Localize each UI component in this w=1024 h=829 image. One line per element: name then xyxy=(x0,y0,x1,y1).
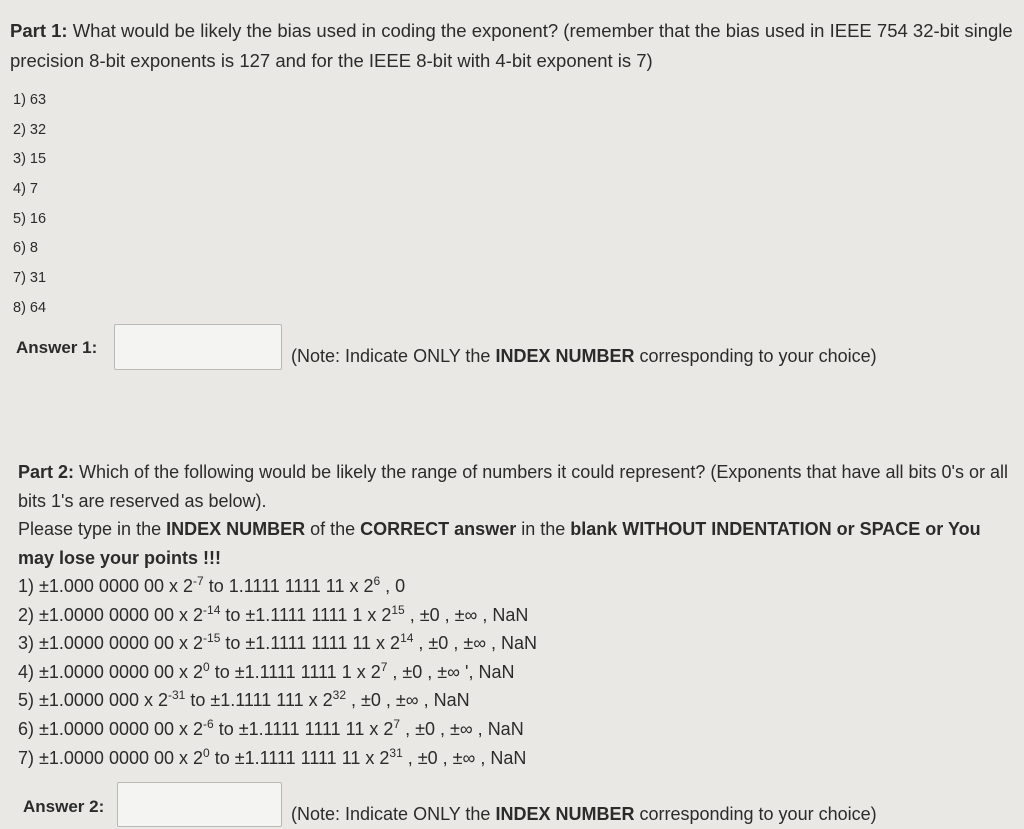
instr-bold: INDEX NUMBER xyxy=(166,519,306,539)
answer-1-label: Answer 1: xyxy=(16,338,98,357)
part2-option xyxy=(18,686,1008,715)
part2-options xyxy=(18,572,1008,772)
part2-option xyxy=(18,715,1008,744)
part1-option: 1) 63 xyxy=(13,92,47,108)
opt-text: , 0 xyxy=(380,576,406,596)
opt-text: to ±1.1111 1111 1 x 2 xyxy=(209,661,381,682)
opt-text: 3) ±1.0000 0000 00 x 2 xyxy=(18,633,204,654)
answer-1-note xyxy=(291,346,877,367)
answer-2-input[interactable] xyxy=(117,782,282,827)
opt-text: to ±1.1111 111 x 2 xyxy=(185,690,333,711)
instr-bold: blank WITHOUT INDENTATION or SPACE or You may lose your points !!! xyxy=(18,519,981,568)
opt-text: , ±0 , ±∞ , NaN xyxy=(404,604,529,625)
opt-text: , ±0 , ±∞ , NaN xyxy=(346,690,470,711)
note-bold: INDEX NUMBER xyxy=(495,346,635,366)
opt-exp: 6 xyxy=(373,574,381,588)
opt-text: 2) ±1.0000 0000 00 x 2 xyxy=(18,604,204,625)
opt-exp: 15 xyxy=(391,602,405,617)
opt-text: 1) ±1.000 0000 00 x 2 xyxy=(18,576,194,596)
answer-2-label: Answer 2: xyxy=(23,797,105,816)
note-text: (Note: Indicate ONLY the xyxy=(291,804,496,824)
opt-text: to ±1.1111 1111 11 x 2 xyxy=(220,633,401,654)
note-bold: INDEX NUMBER xyxy=(495,804,635,824)
part1-option: 5) 16 xyxy=(13,210,47,227)
part2-option xyxy=(18,572,1008,601)
part2-instructions xyxy=(18,515,1008,572)
part2-option xyxy=(18,629,1008,658)
opt-exp: 7 xyxy=(380,659,388,674)
part1-question-text: What would be likely the bias used in coding the exponent? (remember that the bias used in IEEE 754 32-bit single precision 8-bit exponents is 127 and for the IEEE 8-bit with 4-bit exponent is 7) xyxy=(10,20,1013,71)
part2-option xyxy=(18,601,1008,630)
part2-option xyxy=(18,658,1008,687)
opt-text: 7) ±1.0000 0000 00 x 2 xyxy=(18,747,204,768)
note-text: (Note: Indicate ONLY the xyxy=(291,346,496,366)
part1-label: Part 1: xyxy=(10,20,68,41)
part1-option: 3) 15 xyxy=(13,151,47,168)
opt-text: to ±1.1111 1111 11 x 2 xyxy=(209,747,390,768)
part2-label: Part 2: xyxy=(18,462,75,482)
opt-exp: -31 xyxy=(168,688,186,703)
opt-exp: 31 xyxy=(389,745,403,760)
answer-2-note xyxy=(291,804,877,825)
opt-text: 4) ±1.0000 0000 00 x 2 xyxy=(18,661,204,682)
opt-text: to ±1.1111 1111 1 x 2 xyxy=(220,604,392,625)
opt-text: , ±0 , ±∞ , NaN xyxy=(413,633,538,654)
instr-text: in the xyxy=(516,519,571,539)
opt-exp: 32 xyxy=(332,688,347,703)
instr-text: of the xyxy=(305,519,361,539)
opt-exp: 14 xyxy=(400,631,414,646)
part2-question xyxy=(18,458,1008,515)
opt-exp: -6 xyxy=(203,716,214,731)
part2-option xyxy=(18,744,1008,773)
opt-text: 5) ±1.0000 000 x 2 xyxy=(18,690,168,711)
opt-text: 6) ±1.0000 0000 00 x 2 xyxy=(18,718,204,739)
opt-text: to 1.1111 1111 11 x 2 xyxy=(203,576,374,596)
opt-text: , ±0 , ±∞ , NaN xyxy=(402,747,527,768)
answer-1-input[interactable] xyxy=(114,324,282,370)
part2-block xyxy=(18,458,1008,772)
opt-exp: -14 xyxy=(203,602,221,617)
opt-exp: 7 xyxy=(393,716,401,731)
opt-exp: -7 xyxy=(193,574,204,588)
instr-bold: CORRECT answer xyxy=(360,519,517,539)
part1-question xyxy=(10,16,1015,76)
opt-exp: -15 xyxy=(203,631,221,646)
part1-option: 4) 7 xyxy=(13,181,38,198)
opt-exp: 0 xyxy=(203,659,210,674)
part1-option: 8) 64 xyxy=(13,299,47,316)
note-text: corresponding to your choice) xyxy=(634,346,877,366)
opt-text: , ±0 , ±∞ , NaN xyxy=(400,718,524,739)
part1-option: 6) 8 xyxy=(13,240,38,257)
opt-text: to ±1.1111 1111 11 x 2 xyxy=(213,718,394,739)
opt-exp: 0 xyxy=(203,745,210,760)
part1-option: 2) 32 xyxy=(13,121,47,138)
part1-option: 7) 31 xyxy=(13,270,47,287)
part2-question-text: Which of the following would be likely the range of numbers it could represent? (Exponents that have all bits 0's or all bits 1's are reserved as below). xyxy=(18,462,1008,511)
note-text: corresponding to your choice) xyxy=(634,804,877,824)
opt-text: , ±0 , ±∞ ', NaN xyxy=(387,661,515,682)
part1-options xyxy=(13,89,46,327)
instr-text: Please type in the xyxy=(18,519,167,539)
